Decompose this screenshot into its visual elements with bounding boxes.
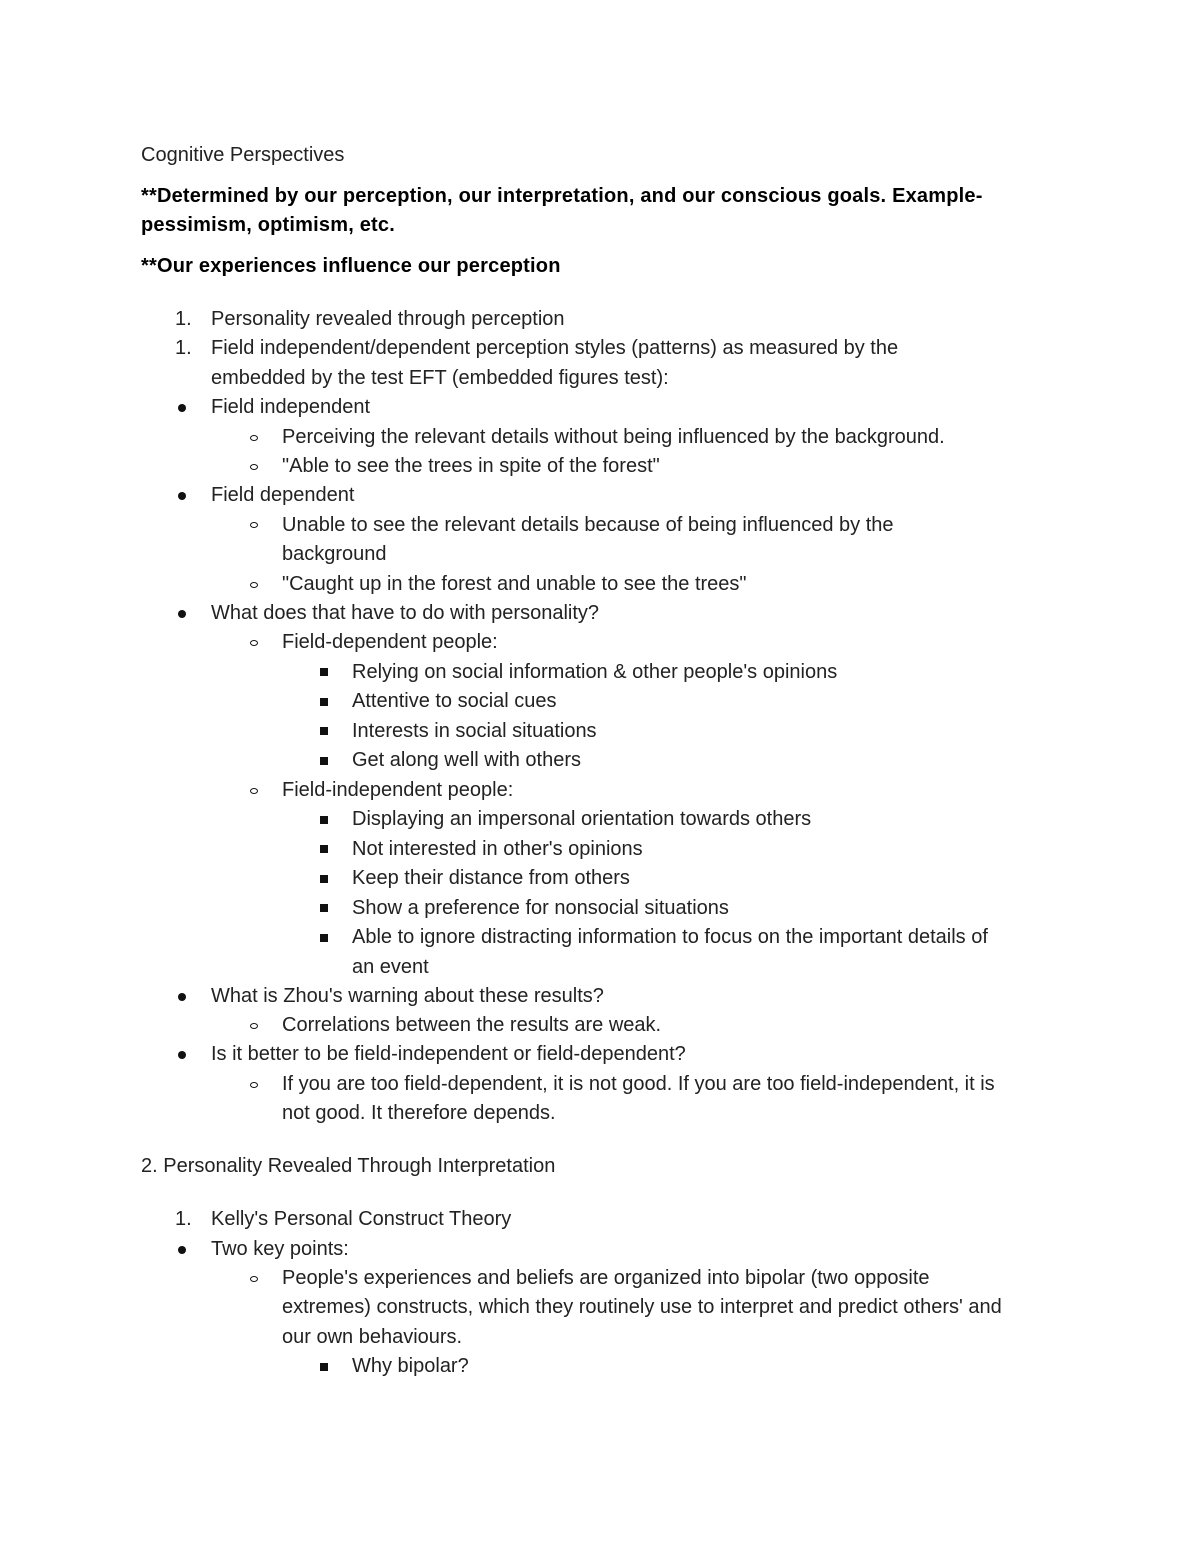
square-bullet-icon — [320, 1363, 328, 1371]
trait-item: Not interested in other's opinions — [352, 838, 643, 860]
trait-item-continuation: an event — [352, 956, 429, 978]
document-title: Cognitive Perspectives — [141, 144, 345, 166]
trait-item: Able to ignore distracting information to focus on the important details of — [352, 926, 988, 948]
disc-bullet-icon — [178, 404, 186, 412]
field-independent-point: "Able to see the trees in spite of the forest" — [282, 455, 660, 477]
field-independent-people-label: Field-independent people: — [282, 779, 514, 801]
circle-bullet-icon — [250, 1082, 258, 1088]
key-point-line: People's experiences and beliefs are organized into bipolar (two opposite — [282, 1267, 930, 1289]
field-dependent-people-label: Field-dependent people: — [282, 631, 498, 653]
bold-note-line-1: **Determined by our perception, our interpretation, and our conscious goals. Example- — [141, 185, 983, 207]
square-bullet-icon — [320, 934, 328, 942]
key-point-line: our own behaviours. — [282, 1326, 463, 1348]
trait-item: Show a preference for nonsocial situations — [352, 897, 729, 919]
circle-bullet-icon — [250, 1023, 258, 1029]
trait-item: Attentive to social cues — [352, 690, 557, 712]
disc-bullet-icon — [178, 1246, 186, 1254]
list-item: Kelly's Personal Construct Theory — [211, 1208, 512, 1230]
square-bullet-icon — [320, 698, 328, 706]
zhou-answer: Correlations between the results are weak. — [282, 1014, 662, 1036]
key-point-line: extremes) constructs, which they routinely use to interpret and predict others' and — [282, 1296, 1002, 1318]
list-number: 1. — [175, 337, 192, 359]
personality-question: What does that have to do with personality? — [211, 602, 600, 624]
trait-item: Displaying an impersonal orientation towards others — [352, 808, 812, 830]
circle-bullet-icon — [250, 640, 258, 646]
list-number: 1. — [175, 308, 192, 330]
field-dependent-label: Field dependent — [211, 484, 355, 506]
disc-bullet-icon — [178, 1051, 186, 1059]
trait-item: Interests in social situations — [352, 720, 597, 742]
square-bullet-icon — [320, 816, 328, 824]
circle-bullet-icon — [250, 435, 258, 441]
field-independent-point: Perceiving the relevant details without being influenced by the background. — [282, 426, 945, 448]
field-independent-label: Field independent — [211, 396, 371, 418]
list-number: 1. — [175, 1208, 192, 1230]
bold-note-line-2: pessimism, optimism, etc. — [141, 214, 395, 236]
better-answer-line: not good. It therefore depends. — [282, 1102, 556, 1124]
disc-bullet-icon — [178, 610, 186, 618]
list-item: Personality revealed through perception — [211, 308, 565, 330]
trait-item: Relying on social information & other people's opinions — [352, 661, 838, 683]
sub-point: Why bipolar? — [352, 1355, 469, 1377]
bold-note-line-3: **Our experiences influence our perception — [141, 255, 561, 277]
disc-bullet-icon — [178, 492, 186, 500]
list-item: Field independent/dependent perception styles (patterns) as measured by the — [211, 337, 899, 359]
field-dependent-point: "Caught up in the forest and unable to see the trees" — [282, 573, 747, 595]
square-bullet-icon — [320, 757, 328, 765]
better-question: Is it better to be field-independent or field-dependent? — [211, 1043, 686, 1065]
circle-bullet-icon — [250, 522, 258, 528]
circle-bullet-icon — [250, 582, 258, 588]
key-points-label: Two key points: — [211, 1238, 349, 1260]
trait-item: Keep their distance from others — [352, 867, 630, 889]
circle-bullet-icon — [250, 1276, 258, 1282]
circle-bullet-icon — [250, 464, 258, 470]
better-answer-line: If you are too field-dependent, it is not good. If you are too field-independent, it is — [282, 1073, 995, 1095]
square-bullet-icon — [320, 727, 328, 735]
list-item-continuation: embedded by the test EFT (embedded figures test): — [211, 367, 669, 389]
square-bullet-icon — [320, 845, 328, 853]
circle-bullet-icon — [250, 788, 258, 794]
square-bullet-icon — [320, 904, 328, 912]
trait-item: Get along well with others — [352, 749, 582, 771]
field-dependent-point-continuation: background — [282, 543, 387, 565]
field-dependent-point: Unable to see the relevant details because of being influenced by the — [282, 514, 894, 536]
section-heading: 2. Personality Revealed Through Interpretation — [141, 1155, 556, 1177]
square-bullet-icon — [320, 668, 328, 676]
disc-bullet-icon — [178, 993, 186, 1001]
zhou-question: What is Zhou's warning about these results? — [211, 985, 604, 1007]
square-bullet-icon — [320, 875, 328, 883]
